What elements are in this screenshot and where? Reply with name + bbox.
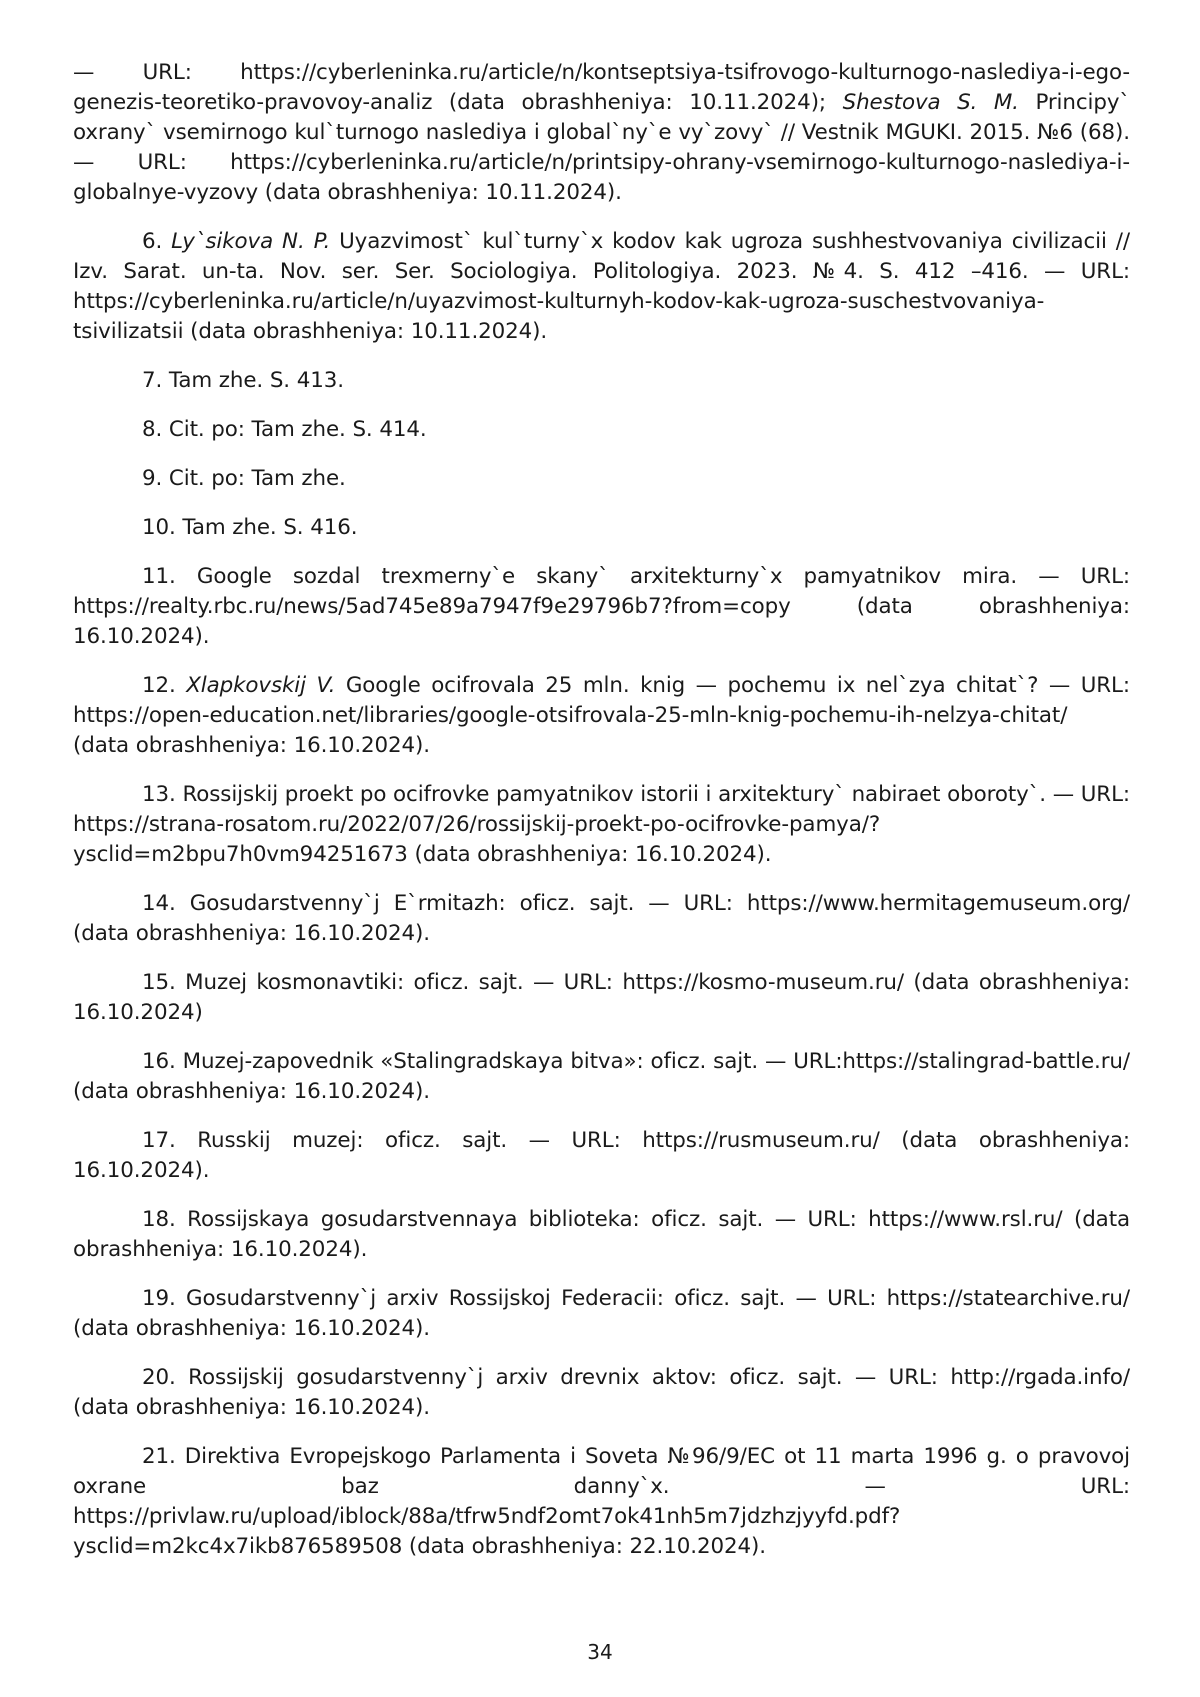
reference-21 (73, 1442, 1130, 1562)
reference-author: Ly`sikova N. P. (171, 229, 331, 254)
reference-14 (73, 889, 1130, 949)
reference-text: 21. Direktiva Evropejskogo Parlamenta i Soveta №96/9/EC ot 11 marta 1996 g. o pravovoj oxrane baz danny`x. — URL: https://privlaw.ru/upload/iblock/88a/tfrw5ndf2omt7ok41nh5m7jdzhzjyyfd.pdf?ysclid=m2kc4x7ikb876589508 (data obrashheniya: 22.10.2024). (73, 1444, 1130, 1559)
reference-text: 20. Rossijskij gosudarstvenny`j arxiv drevnix aktov: oficz. sajt. — URL: http://rgada.info/ (data obrashheniya: 16.10.2024). (73, 1365, 1130, 1420)
reference-text: 16. Muzej-zapovednik «Stalingradskaya bitva»: oficz. sajt. — URL:https://stalingrad-battle.ru/ (data obrashheniya: 16.10.2024). (73, 1049, 1130, 1104)
reference-11 (73, 562, 1130, 652)
page-number: 34 (587, 1640, 613, 1664)
reference-17 (73, 1126, 1130, 1186)
reference-author: Xlapkovskij V. (186, 673, 336, 698)
reference-text: 18. Rossijskaya gosudarstvennaya biblioteka: oficz. sajt. — URL: https://www.rsl.ru/ (data obrashheniya: 16.10.2024). (73, 1207, 1130, 1262)
reference-text: 8. Cit. po: Tam zhe. S. 414. (142, 417, 427, 442)
reference-text: 7. Tam zhe. S. 413. (142, 368, 344, 393)
reference-text: — URL: https://cyberleninka.ru/article/n/kontseptsiya-tsifrovogo-kulturnogo-naslediya-i-ego-genezis-teoretiko-pravovoy-analiz (data obrashheniya: 10.11.2024); (73, 60, 1130, 115)
reference-text: 14. Gosudarstvenny`j E`rmitazh: oficz. sajt. — URL: https://www.hermitagemuseum.org/ (data obrashheniya: 16.10.2024). (73, 891, 1130, 946)
reference-7 (73, 366, 1130, 396)
reference-text: 19. Gosudarstvenny`j arxiv Rossijskoj Federacii: oficz. sajt. — URL: https://statearchive.ru/ (data obrashheniya: 16.10.2024). (73, 1286, 1130, 1341)
reference-text: Uyazvimost` kul`turny`x kodov kak ugroza sushhestvovaniya civilizacii // Izv. Sarat. un-ta. Nov. ser. Ser. Sociologiya. Politologiya. 2023. №4. S. 412 –416. — URL: https://cyberleninka.ru/article/n/uyazvimost-kulturnyh-kodov-kak-ugroza-suschestvovaniya-tsivilizatsii (data obrashheniya: 10.11.2024). (73, 229, 1130, 344)
reference-text: 9. Cit. po: Tam zhe. (142, 466, 346, 491)
reference-9 (73, 464, 1130, 494)
reference-text: 17. Russkij muzej: oficz. sajt. — URL: https://rusmuseum.ru/ (data obrashheniya: 16.10.2024). (73, 1128, 1130, 1183)
reference-10 (73, 513, 1130, 543)
reference-text: 15. Muzej kosmonavtiki: oficz. sajt. — URL: https://kosmo-museum.ru/ (data obrashheniya: 16.10.2024) (73, 970, 1130, 1025)
references-list (73, 58, 1130, 1581)
reference-5-continued (73, 58, 1130, 208)
reference-6 (73, 227, 1130, 347)
reference-text: 11. Google sozdal trexmerny`e skany` arxitekturny`x pamyatnikov mira. — URL: https://realty.rbc.ru/news/5ad745e89a7947f9e29796b7?from=copy (data obrashheniya: 16.10.2024). (73, 564, 1130, 649)
reference-text: Google ocifrovala 25 mln. knig — pochemu ix nel`zya chitat`? — URL: https://open-education.net/libraries/google-otsifrovala-25-mln-knig-pochemu-ih-nelzya-chitat/ (data obrashheniya: 16.10.2024). (73, 673, 1130, 758)
reference-8 (73, 415, 1130, 445)
reference-16 (73, 1047, 1130, 1107)
reference-18 (73, 1205, 1130, 1265)
reference-text: 10. Tam zhe. S. 416. (142, 515, 358, 540)
reference-text: 13. Rossijskij proekt po ocifrovke pamyatnikov istorii i arxitektury` nabiraet oboroty`. — URL: https://strana-rosatom.ru/2022/07/26/rossijskij-proekt-po-ocifrovke-pamya/?ysclid=m2bpu7h0vm94251673 (data obrashheniya: 16.10.2024). (73, 782, 1130, 867)
reference-13 (73, 780, 1130, 870)
reference-text: 6. (142, 229, 172, 254)
reference-19 (73, 1284, 1130, 1344)
reference-15 (73, 968, 1130, 1028)
reference-12 (73, 671, 1130, 761)
reference-text: 12. (142, 673, 187, 698)
reference-text: Principy` oxrany` vsemirnogo kul`turnogo naslediya i global`ny`e vy`zovy` // Vestnik MGUKI. 2015. №6 (68). — URL: https://cyberleninka.ru/article/n/printsipy-ohrany-vsemirnogo-kulturnogo-naslediya-i-globalnye-vyzovy (data obrashheniya: 10.11.2024). (73, 90, 1130, 205)
reference-author: Shestova S. M. (842, 90, 1019, 115)
reference-20 (73, 1363, 1130, 1423)
